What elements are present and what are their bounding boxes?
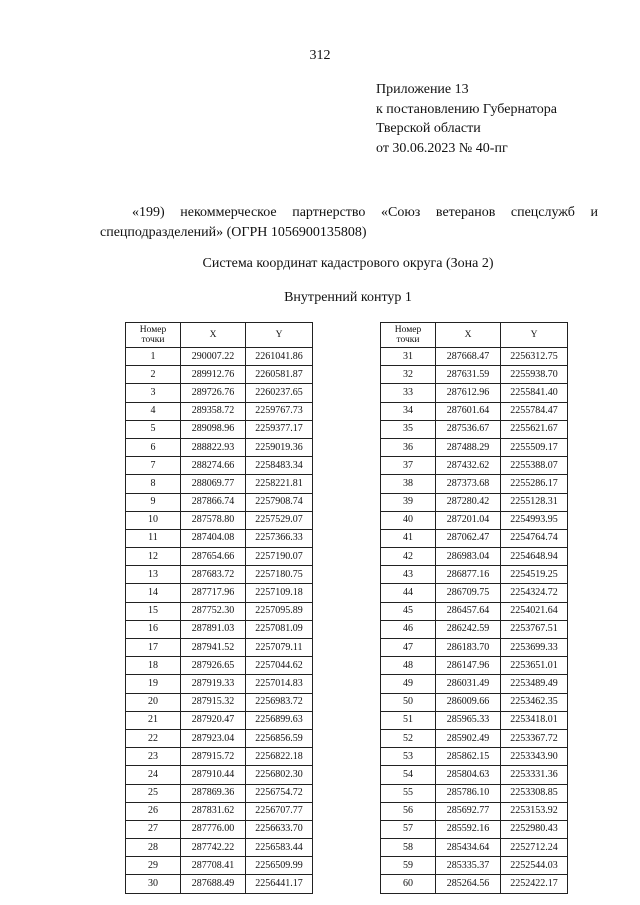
- table-row: [126, 566, 313, 584]
- x-coordinate-cell: 286009.66: [436, 693, 501, 711]
- x-coordinate-cell: 285786.10: [436, 784, 501, 802]
- point-number-cell: 25: [126, 784, 181, 802]
- table-row: [126, 657, 313, 675]
- point-number-cell: 58: [381, 839, 436, 857]
- y-coordinate-cell: 2256822.18: [246, 748, 313, 766]
- point-number-cell: 15: [126, 602, 181, 620]
- table-row: [126, 802, 313, 820]
- table-row: [126, 602, 313, 620]
- x-coordinate-cell: 285434.64: [436, 839, 501, 857]
- header-point-number-line2: точки: [396, 335, 420, 345]
- point-number-cell: 9: [126, 493, 181, 511]
- header-point-number-line1: Номер: [139, 325, 167, 335]
- y-coordinate-cell: 2255509.17: [501, 438, 568, 456]
- y-coordinate-cell: 2260581.87: [246, 366, 313, 384]
- y-coordinate-cell: 2257529.07: [246, 511, 313, 529]
- table-row: [381, 748, 568, 766]
- y-coordinate-cell: 2254993.95: [501, 511, 568, 529]
- y-coordinate-cell: 2252544.03: [501, 857, 568, 875]
- point-number-cell: 52: [381, 729, 436, 747]
- point-number-cell: 18: [126, 657, 181, 675]
- header-point-number-line1: Номер: [394, 325, 422, 335]
- point-number-cell: 2: [126, 366, 181, 384]
- point-number-cell: 29: [126, 857, 181, 875]
- table-row: [126, 384, 313, 402]
- y-coordinate-cell: 2257190.07: [246, 548, 313, 566]
- point-number-cell: 37: [381, 457, 436, 475]
- point-number-cell: 51: [381, 711, 436, 729]
- y-coordinate-cell: 2253767.51: [501, 620, 568, 638]
- table-row: [126, 857, 313, 875]
- y-coordinate-cell: 2256441.17: [246, 875, 313, 893]
- y-coordinate-cell: 2255784.47: [501, 402, 568, 420]
- x-coordinate-cell: 290007.22: [181, 348, 246, 366]
- y-coordinate-cell: 2257095.89: [246, 602, 313, 620]
- x-coordinate-cell: 285862.15: [436, 748, 501, 766]
- point-number-cell: 43: [381, 566, 436, 584]
- y-coordinate-cell: 2255286.17: [501, 475, 568, 493]
- table-row: [381, 457, 568, 475]
- y-coordinate-cell: 2255621.67: [501, 420, 568, 438]
- table-row: [381, 475, 568, 493]
- appendix-line: Приложение 13: [376, 82, 469, 97]
- table-row: [381, 639, 568, 657]
- header-x: X: [436, 323, 501, 348]
- table-row: [381, 802, 568, 820]
- point-number-cell: 21: [126, 711, 181, 729]
- table-row: [126, 675, 313, 693]
- point-number-cell: 32: [381, 366, 436, 384]
- x-coordinate-cell: 287752.30: [181, 602, 246, 620]
- point-number-cell: 16: [126, 620, 181, 638]
- table-row: [381, 820, 568, 838]
- x-coordinate-cell: 289358.72: [181, 402, 246, 420]
- x-coordinate-cell: 285692.77: [436, 802, 501, 820]
- x-coordinate-cell: 287869.36: [181, 784, 246, 802]
- point-number-cell: 22: [126, 729, 181, 747]
- organization-paragraph: [100, 203, 598, 242]
- point-number-cell: 42: [381, 548, 436, 566]
- table-row: [381, 384, 568, 402]
- table-row: [126, 839, 313, 857]
- table-row: [126, 402, 313, 420]
- table-row: [381, 711, 568, 729]
- y-coordinate-cell: 2260237.65: [246, 384, 313, 402]
- x-coordinate-cell: 285592.16: [436, 820, 501, 838]
- table-row: [126, 511, 313, 529]
- x-coordinate-cell: 287919.33: [181, 675, 246, 693]
- table-row: [381, 529, 568, 547]
- table-row: [381, 493, 568, 511]
- point-number-cell: 4: [126, 402, 181, 420]
- y-coordinate-cell: 2258483.34: [246, 457, 313, 475]
- y-coordinate-cell: 2255128.31: [501, 493, 568, 511]
- table-row: [381, 511, 568, 529]
- y-coordinate-cell: 2257908.74: [246, 493, 313, 511]
- point-number-cell: 47: [381, 639, 436, 657]
- x-coordinate-cell: 287612.96: [436, 384, 501, 402]
- point-number-cell: 11: [126, 529, 181, 547]
- y-coordinate-cell: 2252422.17: [501, 875, 568, 893]
- table-row: [381, 839, 568, 857]
- x-coordinate-cell: 287668.47: [436, 348, 501, 366]
- x-coordinate-cell: 287404.08: [181, 529, 246, 547]
- x-coordinate-cell: 287432.62: [436, 457, 501, 475]
- header-point-number-line2: точки: [141, 335, 165, 345]
- y-coordinate-cell: 2257079.11: [246, 639, 313, 657]
- point-number-cell: 13: [126, 566, 181, 584]
- point-number-cell: 23: [126, 748, 181, 766]
- point-number-cell: 55: [381, 784, 436, 802]
- table-row: [381, 693, 568, 711]
- point-number-cell: 57: [381, 820, 436, 838]
- point-number-cell: 34: [381, 402, 436, 420]
- y-coordinate-cell: 2257109.18: [246, 584, 313, 602]
- x-coordinate-cell: 285264.56: [436, 875, 501, 893]
- x-coordinate-cell: 287280.42: [436, 493, 501, 511]
- point-number-cell: 35: [381, 420, 436, 438]
- point-number-cell: 38: [381, 475, 436, 493]
- table-row: [126, 784, 313, 802]
- y-coordinate-cell: 2259767.73: [246, 402, 313, 420]
- table-row: [126, 620, 313, 638]
- table-row: [126, 348, 313, 366]
- table-row: [381, 566, 568, 584]
- table-row: [126, 748, 313, 766]
- y-coordinate-cell: 2252712.24: [501, 839, 568, 857]
- x-coordinate-cell: 285965.33: [436, 711, 501, 729]
- y-coordinate-cell: 2258221.81: [246, 475, 313, 493]
- table-row: [381, 857, 568, 875]
- point-number-cell: 31: [381, 348, 436, 366]
- x-coordinate-cell: 285335.37: [436, 857, 501, 875]
- table-row: [126, 529, 313, 547]
- x-coordinate-cell: 288069.77: [181, 475, 246, 493]
- point-number-cell: 49: [381, 675, 436, 693]
- x-coordinate-cell: 286983.04: [436, 548, 501, 566]
- y-coordinate-cell: 2256509.99: [246, 857, 313, 875]
- appendix-line: Тверской области: [376, 121, 481, 136]
- y-coordinate-cell: 2255938.70: [501, 366, 568, 384]
- x-coordinate-cell: 286877.16: [436, 566, 501, 584]
- header-point-number: [381, 323, 436, 348]
- y-coordinate-cell: 2257014.83: [246, 675, 313, 693]
- x-coordinate-cell: 287923.04: [181, 729, 246, 747]
- table-row: [381, 348, 568, 366]
- point-number-cell: 5: [126, 420, 181, 438]
- point-number-cell: 20: [126, 693, 181, 711]
- x-coordinate-cell: 287631.59: [436, 366, 501, 384]
- x-coordinate-cell: 287688.49: [181, 875, 246, 893]
- y-coordinate-cell: 2257044.62: [246, 657, 313, 675]
- x-coordinate-cell: 289098.96: [181, 420, 246, 438]
- y-coordinate-cell: 2256583.44: [246, 839, 313, 857]
- x-coordinate-cell: 286031.49: [436, 675, 501, 693]
- table-row: [381, 584, 568, 602]
- table-row: [381, 548, 568, 566]
- table-row: [126, 766, 313, 784]
- point-number-cell: 56: [381, 802, 436, 820]
- table-row: [381, 784, 568, 802]
- y-coordinate-cell: 2256983.72: [246, 693, 313, 711]
- coordinate-system-title: Система координат кадастрового округа (Зона 2): [202, 256, 494, 271]
- table-row: [381, 620, 568, 638]
- point-number-cell: 12: [126, 548, 181, 566]
- table-row: [126, 475, 313, 493]
- table-row: [381, 875, 568, 893]
- point-number-cell: 54: [381, 766, 436, 784]
- point-number-cell: 7: [126, 457, 181, 475]
- x-coordinate-cell: 287717.96: [181, 584, 246, 602]
- page-number: 312: [309, 48, 331, 63]
- y-coordinate-cell: 2254648.94: [501, 548, 568, 566]
- table-row: [381, 766, 568, 784]
- y-coordinate-cell: 2254324.72: [501, 584, 568, 602]
- point-number-cell: 6: [126, 438, 181, 456]
- table-row: [381, 729, 568, 747]
- table-row: [126, 420, 313, 438]
- y-coordinate-cell: 2256802.30: [246, 766, 313, 784]
- point-number-cell: 40: [381, 511, 436, 529]
- table-row: [381, 657, 568, 675]
- x-coordinate-cell: 289726.76: [181, 384, 246, 402]
- appendix-header: [376, 80, 557, 158]
- appendix-line: к постановлению Губернатора: [376, 101, 557, 117]
- organization-line: «199) некоммерческое партнерство «Союз ветеранов спецслужб и: [132, 205, 598, 220]
- point-number-cell: 24: [126, 766, 181, 784]
- x-coordinate-cell: 287654.66: [181, 548, 246, 566]
- y-coordinate-cell: 2253462.35: [501, 693, 568, 711]
- point-number-cell: 45: [381, 602, 436, 620]
- point-number-cell: 44: [381, 584, 436, 602]
- y-coordinate-cell: 2257081.09: [246, 620, 313, 638]
- y-coordinate-cell: 2254021.64: [501, 602, 568, 620]
- table-header-row: [381, 323, 568, 348]
- x-coordinate-cell: 287915.72: [181, 748, 246, 766]
- table-row: [126, 693, 313, 711]
- x-coordinate-cell: 287742.22: [181, 839, 246, 857]
- y-coordinate-cell: 2259019.36: [246, 438, 313, 456]
- x-coordinate-cell: 285804.63: [436, 766, 501, 784]
- y-coordinate-cell: 2253331.36: [501, 766, 568, 784]
- point-number-cell: 17: [126, 639, 181, 657]
- table-row: [381, 402, 568, 420]
- table-row: [126, 729, 313, 747]
- x-coordinate-cell: 287910.44: [181, 766, 246, 784]
- x-coordinate-cell: 286242.59: [436, 620, 501, 638]
- x-coordinate-cell: 287926.65: [181, 657, 246, 675]
- header-point-number: [126, 323, 181, 348]
- point-number-cell: 50: [381, 693, 436, 711]
- table-row: [126, 584, 313, 602]
- x-coordinate-cell: 286457.64: [436, 602, 501, 620]
- x-coordinate-cell: 287062.47: [436, 529, 501, 547]
- x-coordinate-cell: 288822.93: [181, 438, 246, 456]
- table-row: [381, 602, 568, 620]
- x-coordinate-cell: 287831.62: [181, 802, 246, 820]
- x-coordinate-cell: 287201.04: [436, 511, 501, 529]
- y-coordinate-cell: 2252980.43: [501, 820, 568, 838]
- table-row: [126, 820, 313, 838]
- y-coordinate-cell: 2259377.17: [246, 420, 313, 438]
- point-number-cell: 27: [126, 820, 181, 838]
- table-row: [381, 420, 568, 438]
- y-coordinate-cell: 2256633.70: [246, 820, 313, 838]
- y-coordinate-cell: 2254764.74: [501, 529, 568, 547]
- point-number-cell: 60: [381, 875, 436, 893]
- x-coordinate-cell: 287915.32: [181, 693, 246, 711]
- point-number-cell: 8: [126, 475, 181, 493]
- x-coordinate-cell: 287683.72: [181, 566, 246, 584]
- table-row: [126, 438, 313, 456]
- x-coordinate-cell: 287708.41: [181, 857, 246, 875]
- table-row: [381, 366, 568, 384]
- x-coordinate-cell: 287488.29: [436, 438, 501, 456]
- table-row: [126, 875, 313, 893]
- point-number-cell: 30: [126, 875, 181, 893]
- y-coordinate-cell: 2256312.75: [501, 348, 568, 366]
- contour-title: Внутренний контур 1: [284, 290, 412, 305]
- point-number-cell: 1: [126, 348, 181, 366]
- y-coordinate-cell: 2253367.72: [501, 729, 568, 747]
- point-number-cell: 10: [126, 511, 181, 529]
- table-row: [126, 548, 313, 566]
- point-number-cell: 46: [381, 620, 436, 638]
- x-coordinate-cell: 287578.80: [181, 511, 246, 529]
- point-number-cell: 41: [381, 529, 436, 547]
- point-number-cell: 48: [381, 657, 436, 675]
- table-row: [381, 675, 568, 693]
- point-number-cell: 19: [126, 675, 181, 693]
- x-coordinate-cell: 287941.52: [181, 639, 246, 657]
- header-y: Y: [246, 323, 313, 348]
- x-coordinate-cell: 287373.68: [436, 475, 501, 493]
- table-row: [126, 457, 313, 475]
- y-coordinate-cell: 2255388.07: [501, 457, 568, 475]
- y-coordinate-cell: 2257366.33: [246, 529, 313, 547]
- y-coordinate-cell: 2256899.63: [246, 711, 313, 729]
- y-coordinate-cell: 2261041.86: [246, 348, 313, 366]
- x-coordinate-cell: 286147.96: [436, 657, 501, 675]
- y-coordinate-cell: 2256754.72: [246, 784, 313, 802]
- y-coordinate-cell: 2253418.01: [501, 711, 568, 729]
- y-coordinate-cell: 2253153.92: [501, 802, 568, 820]
- x-coordinate-cell: 286183.70: [436, 639, 501, 657]
- x-coordinate-cell: 287536.67: [436, 420, 501, 438]
- x-coordinate-cell: 289912.76: [181, 366, 246, 384]
- table-row: [126, 366, 313, 384]
- coordinates-table-right: [380, 322, 568, 894]
- header-y: Y: [501, 323, 568, 348]
- y-coordinate-cell: 2253699.33: [501, 639, 568, 657]
- point-number-cell: 53: [381, 748, 436, 766]
- header-x: X: [181, 323, 246, 348]
- y-coordinate-cell: 2253651.01: [501, 657, 568, 675]
- y-coordinate-cell: 2255841.40: [501, 384, 568, 402]
- x-coordinate-cell: 287601.64: [436, 402, 501, 420]
- y-coordinate-cell: 2253343.90: [501, 748, 568, 766]
- table-row: [126, 639, 313, 657]
- x-coordinate-cell: 287920.47: [181, 711, 246, 729]
- appendix-line: от 30.06.2023 № 40-пг: [376, 140, 508, 156]
- point-number-cell: 3: [126, 384, 181, 402]
- point-number-cell: 59: [381, 857, 436, 875]
- point-number-cell: 39: [381, 493, 436, 511]
- y-coordinate-cell: 2253489.49: [501, 675, 568, 693]
- table-header-row: [126, 323, 313, 348]
- point-number-cell: 26: [126, 802, 181, 820]
- y-coordinate-cell: 2256707.77: [246, 802, 313, 820]
- point-number-cell: 33: [381, 384, 436, 402]
- point-number-cell: 28: [126, 839, 181, 857]
- x-coordinate-cell: 287776.00: [181, 820, 246, 838]
- y-coordinate-cell: 2257180.75: [246, 566, 313, 584]
- y-coordinate-cell: 2253308.85: [501, 784, 568, 802]
- x-coordinate-cell: 286709.75: [436, 584, 501, 602]
- y-coordinate-cell: 2256856.59: [246, 729, 313, 747]
- x-coordinate-cell: 287866.74: [181, 493, 246, 511]
- x-coordinate-cell: 288274.66: [181, 457, 246, 475]
- x-coordinate-cell: 285902.49: [436, 729, 501, 747]
- table-row: [126, 711, 313, 729]
- table-row: [381, 438, 568, 456]
- table-row: [126, 493, 313, 511]
- point-number-cell: 14: [126, 584, 181, 602]
- organization-line: спецподразделений» (ОГРН 1056900135808): [100, 224, 367, 240]
- point-number-cell: 36: [381, 438, 436, 456]
- coordinates-table-left: [125, 322, 313, 894]
- x-coordinate-cell: 287891.03: [181, 620, 246, 638]
- y-coordinate-cell: 2254519.25: [501, 566, 568, 584]
